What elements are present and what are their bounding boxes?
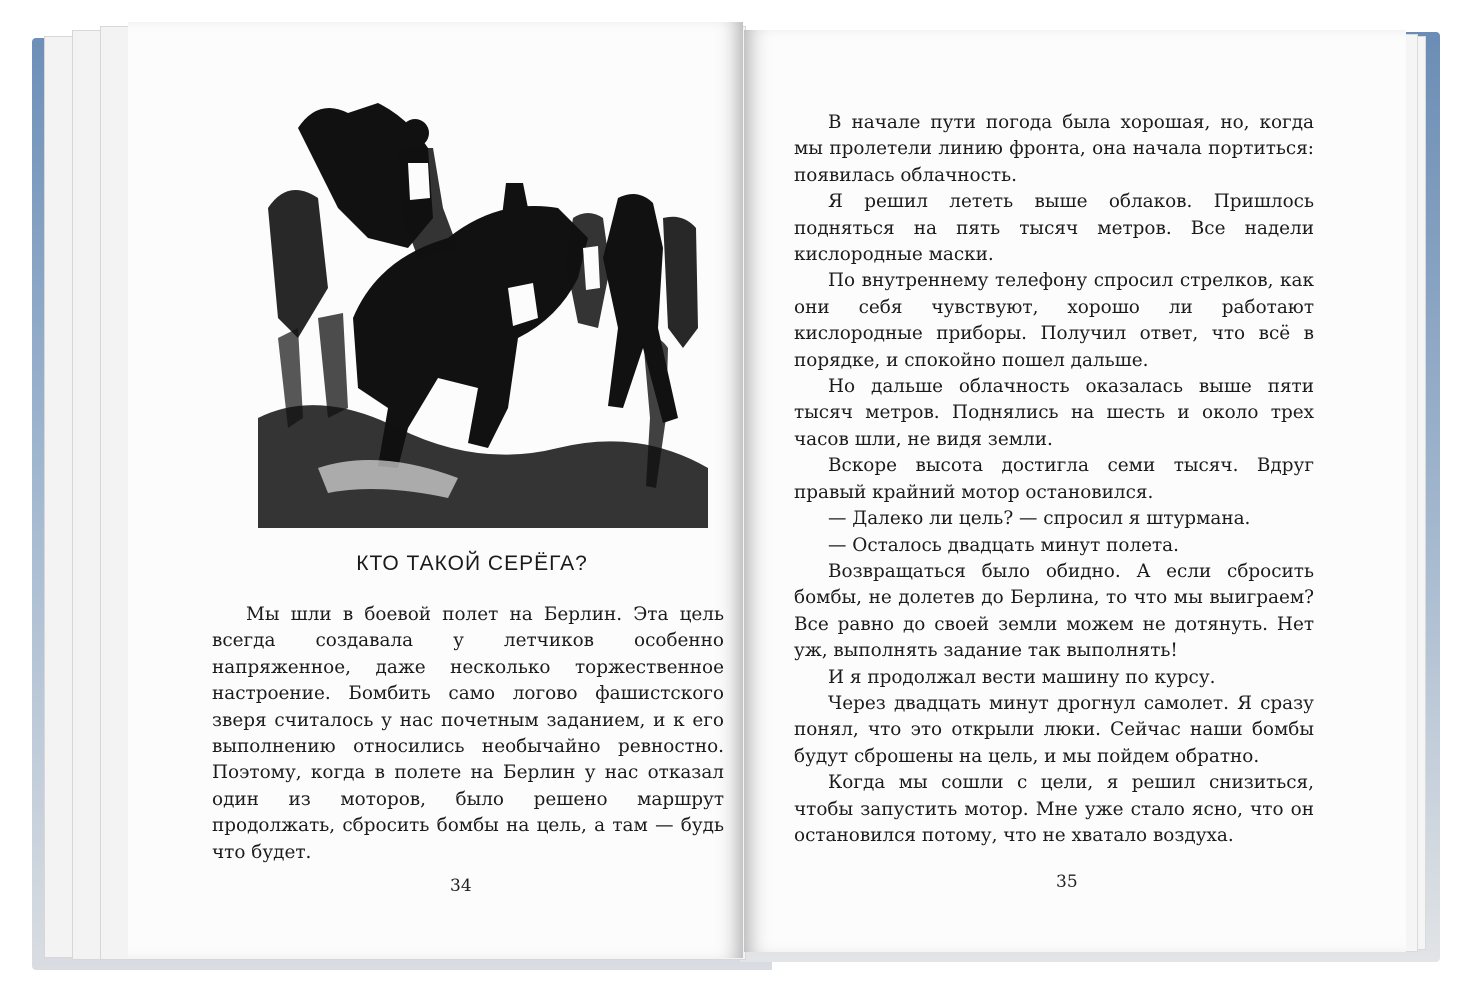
paragraph: В начале пути погода была хорошая, но, когда мы пролетели линию фронта, она начала портиться: появилась облачность.	[794, 112, 1314, 186]
right-page-text	[794, 110, 1314, 849]
page-number-left: 34	[450, 876, 472, 896]
paragraph: — Далеко ли цель? — спросил я штурмана.	[828, 508, 1251, 530]
page-number-right: 35	[1056, 872, 1078, 892]
paragraph: Через двадцать минут дрогнул самолет. Я сразу понял, что это открыли люки. Сейчас наши бомбы будут сброшены на цель, и мы пойдем обратно.	[794, 692, 1314, 767]
paragraph: И я продолжал вести машину по курсу.	[828, 666, 1216, 688]
paragraph: Но дальше облачность оказалась выше пяти тысяч метров. Поднялись на шесть и около трех часов шли, не видя земли.	[794, 376, 1314, 450]
paragraph: Возвращаться было обидно. А если сбросить бомбы, не долетев до Берлина, то что мы выиграем? Все равно до своей земли можем не дотянуть. Нет уж, выполнять задание так выполнять!	[794, 560, 1314, 662]
paragraph: Когда мы сошли с цели, я решил снизиться, чтобы запустить мотор. Мне уже стало ясно, что он остановился потому, что не хватало воздуха.	[794, 772, 1314, 846]
paragraph: По внутреннему телефону спросил стрелков, как они себя чувствуют, хорошо ли работают кислородные приборы. Получил ответ, что всё в порядке, и спокойно пошел дальше.	[794, 270, 1314, 371]
paragraph: Вскоре высота достигла семи тысяч. Вдруг правый крайний мотор остановился.	[794, 455, 1314, 503]
left-page-text	[212, 602, 724, 866]
paragraph: — Осталось двадцать минут полета.	[828, 534, 1179, 556]
chapter-title: КТО ТАКОЙ СЕРЁГА?	[356, 552, 588, 575]
paragraph: Я решил лететь выше облаков. Пришлось подняться на пять тысяч метров. Все надели кислородные маски.	[794, 191, 1314, 266]
paragraph: Мы шли в боевой полет на Берлин. Эта цель всегда создавала у летчиков особенно напряженное, даже несколько торжественное настроение. Бомбить само логово фашистского зверя считалось у нас почетным заданием, и к его выполнению относились необычайно ревностно. Поэтому, когда в полете на Берлин у нас отказал один из моторов, было решено маршрут продолжать, сбросить бомбы на цель, а там — будь что будет.	[212, 604, 724, 863]
illustration	[258, 88, 708, 528]
